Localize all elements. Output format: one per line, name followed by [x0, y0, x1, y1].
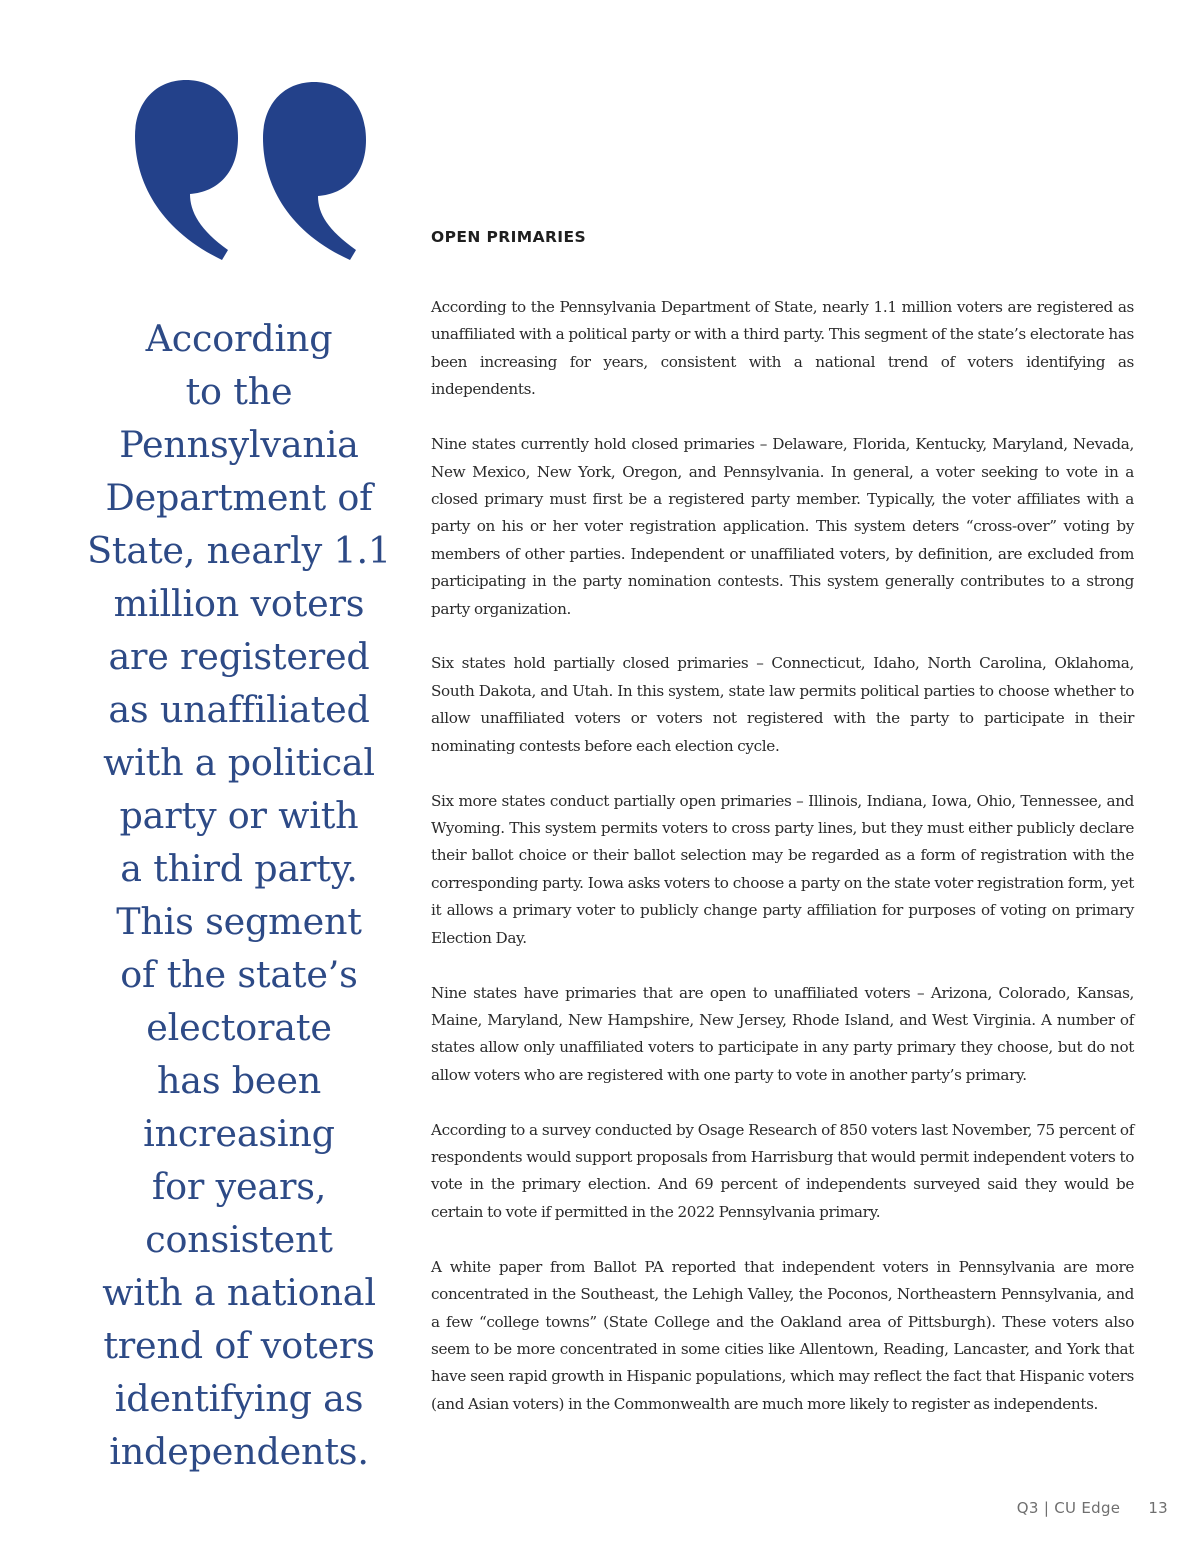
page-number: 13	[1148, 1499, 1168, 1517]
article-paragraph: A white paper from Ballot PA reported that independent voters in Pennsylvania are more concentrated in the Southeast, the Lehigh Valley, the Poconos, Northeastern Pennsylvania, and a few “college towns” (State College and the Oakland area of Pittsburgh). These voters also seem to be more concentrated in some cities like Allentown, Reading, Lancaster, and York that have seen rapid growth in Hispanic populations, which may reflect the fact that Hispanic voters (and Asian voters) in the Commonwealth are much more likely to register as independents.	[431, 1257, 1134, 1413]
pull-quote-line: million voters	[113, 582, 365, 625]
article-paragraph: Six more states conduct partially open primaries – Illinois, Indiana, Iowa, Ohio, Tennessee, and Wyoming. This system permits voters to cross party lines, but they must either publicly declare their ballot choice or their ballot selection may be regarded as a form of registration with the corresponding party. Iowa asks voters to choose a party on the state voter registration form, yet it allows a primary voter to publicly change party affiliation for purposes of voting on primary Election Day.	[431, 791, 1134, 947]
section-heading: OPEN PRIMARIES	[431, 228, 587, 246]
pull-quote-line: Department of	[105, 476, 373, 519]
article-paragraph: According to a survey conducted by Osage Research of 850 voters last November, 75 percent of respondents would support proposals from Harrisburg that would permit independent voters to vote in the primary election. And 69 percent of independents surveyed said they would be certain to vote if permitted in the 2022 Pennsylvania primary.	[431, 1120, 1134, 1221]
pull-quote-line: for years,	[151, 1165, 327, 1208]
pull-quote-line: a third party.	[120, 847, 358, 890]
pull-quote-line: with a national	[102, 1271, 376, 1314]
pull-quote-line: consistent	[145, 1218, 333, 1261]
pull-quote-line: has been	[156, 1059, 322, 1102]
pull-quote-line: This segment	[116, 900, 362, 943]
pull-quote-line: independents.	[109, 1430, 369, 1473]
publication-name: Q3 | CU Edge	[1016, 1499, 1121, 1517]
pull-quote-line: electorate	[146, 1006, 332, 1049]
article-paragraph: Nine states have primaries that are open to unaffiliated voters – Arizona, Colorado, Kansas, Maine, Maryland, New Hampshire, New Jersey, Rhode Island, and West Virginia. A number of states allow only unaffiliated voters to participate in any party primary they choose, but do not allow voters who are registered with one party to vote in another party’s primary.	[431, 983, 1134, 1084]
pull-quote-line: identifying as	[114, 1377, 364, 1420]
article-paragraph: According to the Pennsylvania Department of State, nearly 1.1 million voters are registered as unaffiliated with a political party or with a third party. This segment of the state’s electorate has been increasing for years, consistent with a national trend of voters identifying as independents.	[431, 298, 1134, 399]
pull-quote-line: trend of voters	[103, 1324, 375, 1367]
pull-quote	[80, 312, 398, 1478]
pull-quote-line: are registered	[108, 635, 370, 678]
article-paragraph: Nine states currently hold closed primaries – Delaware, Florida, Kentucky, Maryland, Nevada, New Mexico, New York, Oregon, and Pennsylvania. In general, a voter seeking to vote in a closed primary must first be a registered party member. Typically, the voter affiliates with a party on his or her voter registration application. This system deters “cross-over” voting by members of other parties. Independent or unaffiliated voters, by definition, are excluded from participating in the party nomination contests. This system generally contributes to a strong party organization.	[431, 435, 1134, 618]
page-footer	[1017, 1499, 1168, 1517]
pull-quote-line: of the state’s	[120, 953, 358, 996]
pull-quote-line: with a political	[103, 741, 375, 784]
pull-quote-line: State, nearly 1.1	[87, 529, 391, 572]
article-body	[431, 224, 1134, 1446]
pull-quote-line: to the	[185, 370, 293, 413]
pull-quote-line: According	[145, 317, 333, 360]
quote-mark-icon	[132, 78, 368, 264]
article-paragraph: Six states hold partially closed primaries – Connecticut, Idaho, North Carolina, Oklahoma, South Dakota, and Utah. In this system, state law permits political parties to choose whether to allow unaffiliated voters or voters not registered with the party to participate in their nominating contests before each election cycle.	[431, 654, 1134, 755]
pull-quote-line: increasing	[143, 1112, 335, 1155]
pull-quote-line: Pennsylvania	[119, 423, 359, 466]
pull-quote-line: as unaffiliated	[108, 688, 370, 731]
pull-quote-line: party or with	[119, 794, 359, 837]
